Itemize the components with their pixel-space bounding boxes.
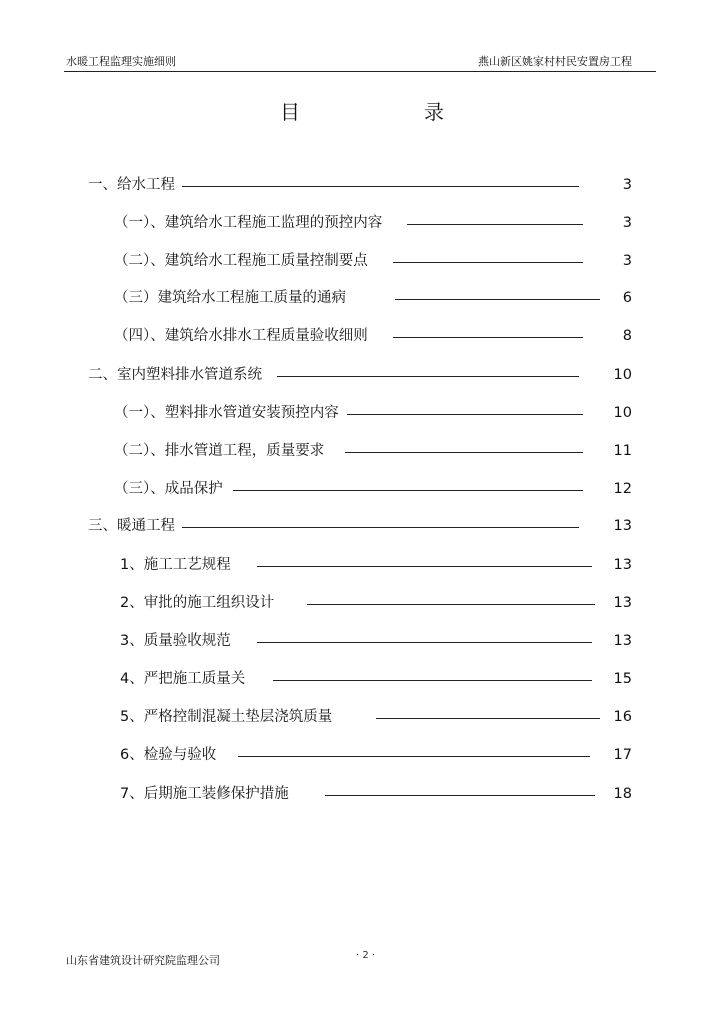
toc-entry — [0, 288, 724, 308]
toc-entry — [0, 745, 724, 765]
toc-entry — [0, 593, 724, 613]
toc-leader-line — [307, 604, 595, 605]
toc-leader-line — [345, 452, 583, 453]
toc-entry-page: 11 — [613, 443, 632, 459]
page-header-left: 水暖工程监理实施细则 — [66, 55, 176, 68]
toc-entry-label: 4、严把施工质量关 — [120, 671, 246, 687]
page-header-right: 燕山新区姚家村村民安置房工程 — [478, 55, 632, 68]
toc-leader-line — [376, 718, 600, 719]
toc-leader-line — [182, 186, 579, 187]
toc-leader-line — [238, 756, 590, 757]
toc-entry — [0, 707, 724, 727]
toc-entry-page: 10 — [613, 405, 632, 421]
toc-entry-page: 10 — [613, 367, 632, 383]
toc-entry — [0, 784, 724, 804]
toc-entry-label: （四）、建筑给水排水工程质量验收细则 — [114, 328, 368, 344]
toc-leader-line — [393, 262, 583, 263]
toc-leader-line — [395, 299, 600, 300]
toc-leader-line — [257, 566, 592, 567]
toc-entry-label: 一、给水工程 — [88, 177, 175, 193]
toc-entry-page: 3 — [622, 215, 632, 231]
toc-entry-page: 3 — [622, 177, 632, 193]
toc-entry — [0, 516, 724, 536]
toc-entry — [0, 326, 724, 346]
toc-leader-line — [393, 337, 583, 338]
toc-leader-line — [277, 376, 579, 377]
toc-leader-line — [182, 527, 579, 528]
footer-page-number: · 2 · — [356, 950, 376, 961]
footer-company: 山东省建筑设计研究院监理公司 — [66, 954, 220, 967]
toc-entry-label: （一）、塑料排水管道安装预控内容 — [114, 405, 339, 421]
toc-entry-label: 2、审批的施工组织设计 — [120, 595, 275, 611]
toc-entry-page: 16 — [613, 709, 632, 725]
toc-entry-page: 13 — [613, 518, 632, 534]
toc-leader-line — [347, 414, 583, 415]
toc-entry-label: 3、质量验收规范 — [120, 633, 231, 649]
toc-entry — [0, 213, 724, 233]
toc-entry — [0, 441, 724, 461]
toc-entry-page: 13 — [613, 633, 632, 649]
toc-leader-line — [257, 642, 592, 643]
toc-entry — [0, 555, 724, 575]
toc-entry-page: 13 — [613, 557, 632, 573]
toc-entry-page: 15 — [613, 671, 632, 687]
toc-leader-line — [407, 224, 583, 225]
toc-entry-label: （二）、排水管道工程，质量要求 — [114, 443, 325, 459]
page-title: 目 录 — [280, 100, 496, 124]
toc-leader-line — [325, 795, 595, 796]
toc-entry-page: 18 — [613, 786, 632, 802]
toc-leader-line — [233, 490, 583, 491]
toc-entry — [0, 365, 724, 385]
toc-entry-page: 6 — [622, 290, 632, 306]
toc-entry-label: 7、后期施工装修保护措施 — [120, 786, 289, 802]
toc-entry — [0, 175, 724, 195]
toc-entry-label: （二）、建筑给水工程施工质量控制要点 — [114, 253, 368, 269]
toc-entry-page: 17 — [613, 747, 632, 763]
toc-entry-page: 12 — [613, 481, 632, 497]
toc-entry-label: （三）建筑给水工程施工质量的通病 — [114, 290, 346, 306]
toc-entry — [0, 479, 724, 499]
toc-entry — [0, 669, 724, 689]
toc-entry-page: 3 — [622, 253, 632, 269]
toc-entry-label: 6、检验与验收 — [120, 747, 217, 763]
toc-leader-line — [273, 680, 592, 681]
toc-entry-label: （一）、建筑给水工程施工监理的预控内容 — [114, 215, 383, 231]
toc-entry — [0, 251, 724, 271]
toc-entry-label: （三）、成品保护 — [114, 481, 223, 497]
toc-entry-label: 二、室内塑料排水管道系统 — [88, 367, 262, 383]
toc-entry-page: 13 — [613, 595, 632, 611]
toc-entry-label: 1、施工工艺规程 — [120, 557, 231, 573]
toc-entry — [0, 403, 724, 423]
toc-entry-page: 8 — [622, 328, 632, 344]
toc-entry-label: 三、暖通工程 — [88, 518, 175, 534]
toc-entry-label: 5、严格控制混凝土垫层浇筑质量 — [120, 709, 333, 725]
toc-entry — [0, 631, 724, 651]
